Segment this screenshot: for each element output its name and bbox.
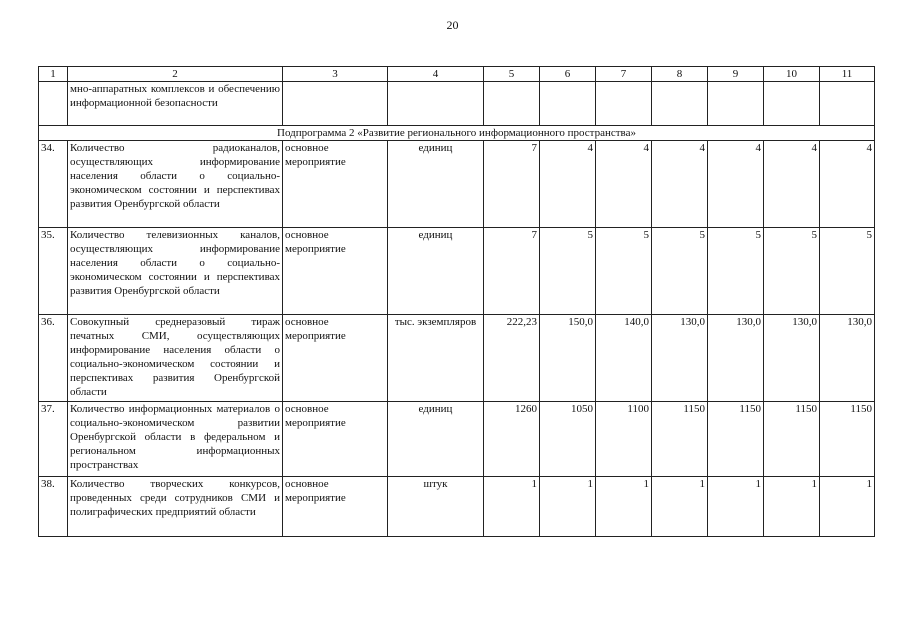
row-number: 35. <box>39 228 68 315</box>
column-number: 11 <box>820 67 875 82</box>
column-number: 8 <box>652 67 708 82</box>
value-cell: 5 <box>652 228 708 315</box>
indicators-table <box>38 66 875 537</box>
column-number: 7 <box>596 67 652 82</box>
indicator-unit: единиц <box>388 402 484 477</box>
column-number: 3 <box>283 67 388 82</box>
value-cell: 1150 <box>708 402 764 477</box>
value-cell: 5 <box>764 228 820 315</box>
value-cell: 130,0 <box>764 315 820 402</box>
indicator-name: Количество информационных материалов о социально-экономическом развитии Оренбургской области в федеральном и региональном информационных пространствах <box>68 402 283 477</box>
subprogram-title: Подпрограмма 2 «Развитие регионального информационного пространства» <box>39 126 875 141</box>
value-cell: 4 <box>540 141 596 228</box>
value-cell: 4 <box>820 141 875 228</box>
indicator-name: Количество телевизионных каналов, осуществляющих информирование населения области о социально-экономическом состоянии и перспективах развития Оренбургской области <box>68 228 283 315</box>
value-cell: 130,0 <box>652 315 708 402</box>
table-row <box>39 141 875 228</box>
column-number: 10 <box>764 67 820 82</box>
indicator-unit: тыс. экземпляров <box>388 315 484 402</box>
row-number: 38. <box>39 477 68 537</box>
page-number: 20 <box>446 18 459 32</box>
value-cell: 4 <box>596 141 652 228</box>
table-row <box>39 228 875 315</box>
value-cell: 1150 <box>820 402 875 477</box>
indicator-unit: единиц <box>388 228 484 315</box>
indicator-name: Совокупный среднеразовый тираж печатных СМИ, осуществляющих информирование населения области о социально-экономическом состоянии и перспективах развития Оренбургской области <box>68 315 283 402</box>
value-cell: 1 <box>820 477 875 537</box>
table-row <box>39 402 875 477</box>
indicator-type: основное мероприятие <box>283 228 388 315</box>
value-cell: 222,23 <box>484 315 540 402</box>
column-number: 5 <box>484 67 540 82</box>
value-cell: 5 <box>708 228 764 315</box>
value-cell: 1050 <box>540 402 596 477</box>
row-number <box>39 82 68 126</box>
value-cell: 5 <box>596 228 652 315</box>
value-cell: 4 <box>652 141 708 228</box>
indicator-unit: единиц <box>388 141 484 228</box>
column-number: 1 <box>39 67 68 82</box>
value-cell: 140,0 <box>596 315 652 402</box>
indicator-name: Количество радиоканалов, осуществляющих информирование населения области о социально-экономическом состоянии и перспективах развития Оренбургской области <box>68 141 283 228</box>
value-cell: 1 <box>540 477 596 537</box>
indicator-type: основное мероприятие <box>283 402 388 477</box>
row-number: 37. <box>39 402 68 477</box>
table-row <box>39 315 875 402</box>
column-number: 6 <box>540 67 596 82</box>
indicator-type: основное мероприятие <box>283 315 388 402</box>
indicator-name: мно-аппаратных комплексов и обеспечению информационной безопасности <box>68 82 283 126</box>
value-cell: 130,0 <box>820 315 875 402</box>
indicator-name: Количество творческих конкурсов, проведенных среди сотрудников СМИ и полиграфических предприятий области <box>68 477 283 537</box>
value-cell: 5 <box>540 228 596 315</box>
value-cell: 7 <box>484 228 540 315</box>
value-cell: 1100 <box>596 402 652 477</box>
value-cell: 4 <box>708 141 764 228</box>
subprogram-row <box>39 126 875 141</box>
column-number: 2 <box>68 67 283 82</box>
column-number-row <box>39 67 875 82</box>
value-cell: 130,0 <box>708 315 764 402</box>
value-cell: 1 <box>708 477 764 537</box>
value-cell: 1 <box>596 477 652 537</box>
column-number: 9 <box>708 67 764 82</box>
value-cell: 1150 <box>652 402 708 477</box>
row-number: 34. <box>39 141 68 228</box>
value-cell: 7 <box>484 141 540 228</box>
column-number: 4 <box>388 67 484 82</box>
value-cell: 1 <box>652 477 708 537</box>
row-number: 36. <box>39 315 68 402</box>
value-cell: 1 <box>764 477 820 537</box>
indicator-type: основное мероприятие <box>283 477 388 537</box>
value-cell: 1260 <box>484 402 540 477</box>
table-row <box>39 477 875 537</box>
value-cell: 5 <box>820 228 875 315</box>
indicator-unit: штук <box>388 477 484 537</box>
continuation-row <box>39 82 875 126</box>
value-cell: 1150 <box>764 402 820 477</box>
value-cell: 4 <box>764 141 820 228</box>
indicator-type: основное мероприятие <box>283 141 388 228</box>
value-cell: 1 <box>484 477 540 537</box>
value-cell: 150,0 <box>540 315 596 402</box>
